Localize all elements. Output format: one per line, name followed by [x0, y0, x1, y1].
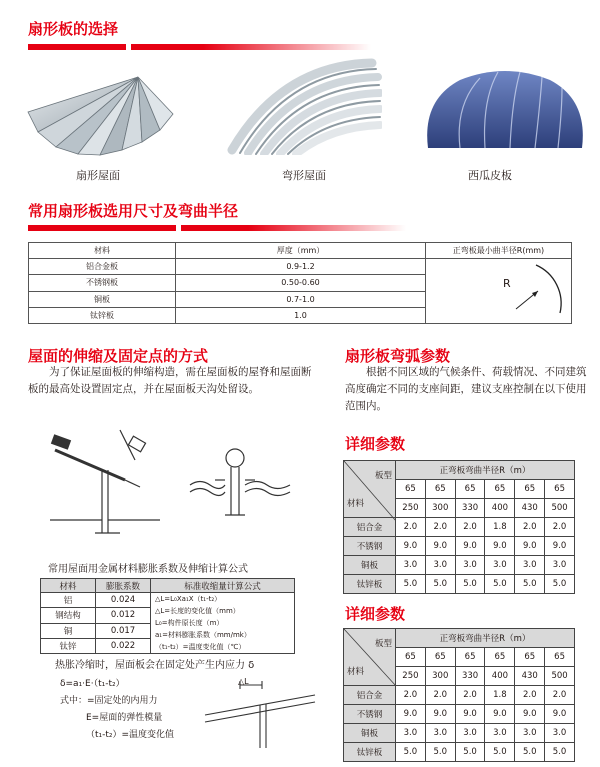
coef-cell: 0.022	[96, 638, 151, 653]
table-cell: 不锈钢板	[29, 275, 176, 291]
formula-line: （t₁-t₂）=温度变化值（℃）	[155, 643, 246, 651]
value-cell: 3.0	[425, 724, 455, 743]
row-label: 铝合金	[344, 686, 396, 705]
row-label: 钛锌板	[344, 743, 396, 762]
param-title-2: 详细参数	[345, 605, 406, 623]
radius-header: 正弯板弯曲半径R（m）	[396, 629, 575, 648]
value-cell: 5.0	[545, 575, 575, 594]
coef-cell: 0.012	[96, 608, 151, 623]
type-cell: 65	[545, 480, 575, 499]
corner-cell	[344, 629, 396, 686]
value-cell: 2.0	[425, 518, 455, 537]
value-cell: 1.8	[485, 518, 515, 537]
table-cell: 0.9-1.2	[176, 259, 426, 275]
value-cell: 5.0	[515, 575, 545, 594]
type-cell: 500	[545, 499, 575, 518]
table-cell: 铜板	[29, 291, 176, 307]
value-cell: 2.0	[515, 518, 545, 537]
row-label: 钛锌板	[344, 575, 396, 594]
table-cell: 钛锌板	[29, 307, 176, 323]
value-cell: 5.0	[485, 575, 515, 594]
type-cell: 300	[425, 667, 455, 686]
formula-cell	[151, 593, 295, 654]
table-cell: 0.50-0.60	[176, 275, 426, 291]
coef-header: 膨胀系数	[96, 579, 151, 593]
param-title-1: 详细参数	[345, 435, 406, 453]
section-title-arc-params: 扇形板弯弧参数	[345, 347, 451, 365]
value-cell: 9.0	[455, 705, 485, 724]
value-cell: 3.0	[515, 556, 545, 575]
type-cell: 400	[485, 667, 515, 686]
value-cell: 9.0	[425, 705, 455, 724]
type-cell: 430	[515, 499, 545, 518]
melon-skin-roof-image	[420, 60, 590, 155]
type-cell: 65	[545, 648, 575, 667]
section-title-panel-selection: 扇形板的选择	[28, 20, 119, 38]
value-cell: 9.0	[485, 705, 515, 724]
corner-cell	[344, 461, 396, 518]
value-cell: 2.0	[455, 686, 485, 705]
delta-l-label: △L	[238, 677, 249, 686]
value-cell: 3.0	[455, 556, 485, 575]
value-cell: 2.0	[545, 686, 575, 705]
param-table-1	[343, 460, 575, 594]
fan-roof-image	[18, 62, 178, 157]
col-header-radius: 正弯板最小曲半径R(mm)	[426, 243, 572, 259]
type-cell: 65	[425, 480, 455, 499]
sliding-clip-drawing	[200, 670, 320, 750]
coef-cell: 铜	[41, 623, 96, 638]
coef-cell: 钢结构	[41, 608, 96, 623]
table-cell: 0.7-1.0	[176, 291, 426, 307]
formula-line: a₁=材料膨胀系数（mm/mk）	[155, 631, 251, 639]
coef-header: 标准收缩量计算公式	[151, 579, 295, 593]
row-label: 铜板	[344, 724, 396, 743]
value-cell: 9.0	[455, 537, 485, 556]
coef-cell: 铝	[41, 593, 96, 608]
radius-header: 正弯板弯曲半径R（m）	[396, 461, 575, 480]
row-label: 不锈钢	[344, 537, 396, 556]
corner-top: 板型	[374, 639, 392, 649]
type-cell: 65	[485, 480, 515, 499]
type-cell: 65	[455, 648, 485, 667]
value-cell: 9.0	[545, 705, 575, 724]
value-cell: 3.0	[425, 556, 455, 575]
curved-roof-image	[222, 55, 382, 155]
corner-top: 板型	[374, 471, 392, 481]
formula-line: △L=长度的变化值（mm）	[155, 607, 240, 615]
value-cell: 2.0	[515, 686, 545, 705]
expansion-body: 为了保证屋面板的伸缩构造，需在屋面板的屋脊和屋面断板的最高处设置固定点，并在屋面板天沟处留设。	[28, 366, 312, 395]
type-cell: 65	[485, 648, 515, 667]
type-cell: 65	[425, 648, 455, 667]
value-cell: 9.0	[545, 537, 575, 556]
stress-intro: 热胀冷缩时，屋面板会在固定处产生内应力 δ	[55, 660, 255, 671]
table-cell: 1.0	[176, 307, 426, 323]
value-cell: 3.0	[396, 556, 426, 575]
coef-cell: 0.024	[96, 593, 151, 608]
value-cell: 5.0	[425, 743, 455, 762]
type-cell: 65	[396, 648, 426, 667]
title-underline	[28, 44, 373, 50]
value-cell: 5.0	[455, 743, 485, 762]
formula-line: △L=L₀Xa₁X（t₁-t₂）	[155, 595, 222, 603]
value-cell: 2.0	[396, 686, 426, 705]
value-cell: 3.0	[515, 724, 545, 743]
value-cell: 3.0	[485, 724, 515, 743]
value-cell: 5.0	[545, 743, 575, 762]
value-cell: 3.0	[485, 556, 515, 575]
radius-arc-icon	[476, 261, 576, 321]
type-cell: 330	[455, 667, 485, 686]
value-cell: 5.0	[455, 575, 485, 594]
stress-where: 式中：=固定处的内用力	[60, 696, 158, 706]
type-cell: 65	[396, 480, 426, 499]
param-table-2	[343, 628, 575, 762]
caption-melon-skin: 西瓜皮板	[468, 169, 512, 182]
col-header-thickness: 厚度（mm）	[176, 243, 426, 259]
value-cell: 1.8	[485, 686, 515, 705]
value-cell: 5.0	[396, 743, 426, 762]
value-cell: 2.0	[425, 686, 455, 705]
arc-params-body: 根据不同区域的气候条件、荷载情况、不同建筑高度确定不同的支座间距，建议支座控制在以下使用范围内。	[345, 366, 587, 412]
section-title-expansion: 屋面的伸缩及固定点的方式	[28, 347, 209, 365]
seam-profile-drawing	[185, 440, 310, 525]
value-cell: 2.0	[455, 518, 485, 537]
title-underline-2	[28, 225, 408, 231]
type-cell: 65	[515, 648, 545, 667]
value-cell: 2.0	[545, 518, 575, 537]
coef-cell: 钛锌	[41, 638, 96, 653]
type-cell: 250	[396, 667, 426, 686]
col-header-material: 材料	[29, 243, 176, 259]
value-cell: 5.0	[485, 743, 515, 762]
coef-header: 材料	[41, 579, 96, 593]
value-cell: 5.0	[425, 575, 455, 594]
value-cell: 9.0	[396, 705, 426, 724]
type-cell: 65	[515, 480, 545, 499]
stress-formula: δ=a₁·E·（t₁-t₂）	[60, 679, 125, 689]
type-cell: 300	[425, 499, 455, 518]
section-title-sizes: 常用扇形板选用尺寸及弯曲半径	[28, 202, 239, 220]
fixing-point-drawing	[40, 425, 180, 540]
row-label: 铝合金	[344, 518, 396, 537]
type-cell: 330	[455, 499, 485, 518]
coef-cell: 0.017	[96, 623, 151, 638]
caption-curved-roof: 弯形屋面	[282, 169, 326, 182]
value-cell: 3.0	[545, 556, 575, 575]
coef-title: 常用屋面用金属材料膨胀系数及伸缩计算公式	[48, 564, 248, 575]
value-cell: 9.0	[515, 537, 545, 556]
value-cell: 9.0	[485, 537, 515, 556]
caption-fan-roof: 扇形屋面	[76, 169, 120, 182]
value-cell: 3.0	[396, 724, 426, 743]
type-cell: 500	[545, 667, 575, 686]
value-cell: 2.0	[396, 518, 426, 537]
radius-label: R	[503, 277, 511, 290]
row-label: 铜板	[344, 556, 396, 575]
type-cell: 65	[455, 480, 485, 499]
value-cell: 3.0	[545, 724, 575, 743]
corner-bottom: 材料	[347, 667, 365, 677]
value-cell: 9.0	[425, 537, 455, 556]
table-cell: 铝合金板	[29, 259, 176, 275]
stress-e: E=屋面的弹性模量	[86, 713, 163, 723]
corner-bottom: 材料	[347, 499, 365, 509]
value-cell: 3.0	[455, 724, 485, 743]
value-cell: 5.0	[396, 575, 426, 594]
formula-line: L₀=构件原长度（m）	[155, 619, 224, 627]
size-table	[28, 242, 572, 324]
type-cell: 400	[485, 499, 515, 518]
row-label: 不锈钢	[344, 705, 396, 724]
radius-diagram-cell	[426, 259, 572, 324]
value-cell: 5.0	[515, 743, 545, 762]
stress-t: （t₁-t₂）=温度变化值	[86, 730, 175, 740]
value-cell: 9.0	[396, 537, 426, 556]
type-cell: 430	[515, 667, 545, 686]
coef-table	[40, 578, 295, 654]
type-cell: 250	[396, 499, 426, 518]
value-cell: 9.0	[515, 705, 545, 724]
